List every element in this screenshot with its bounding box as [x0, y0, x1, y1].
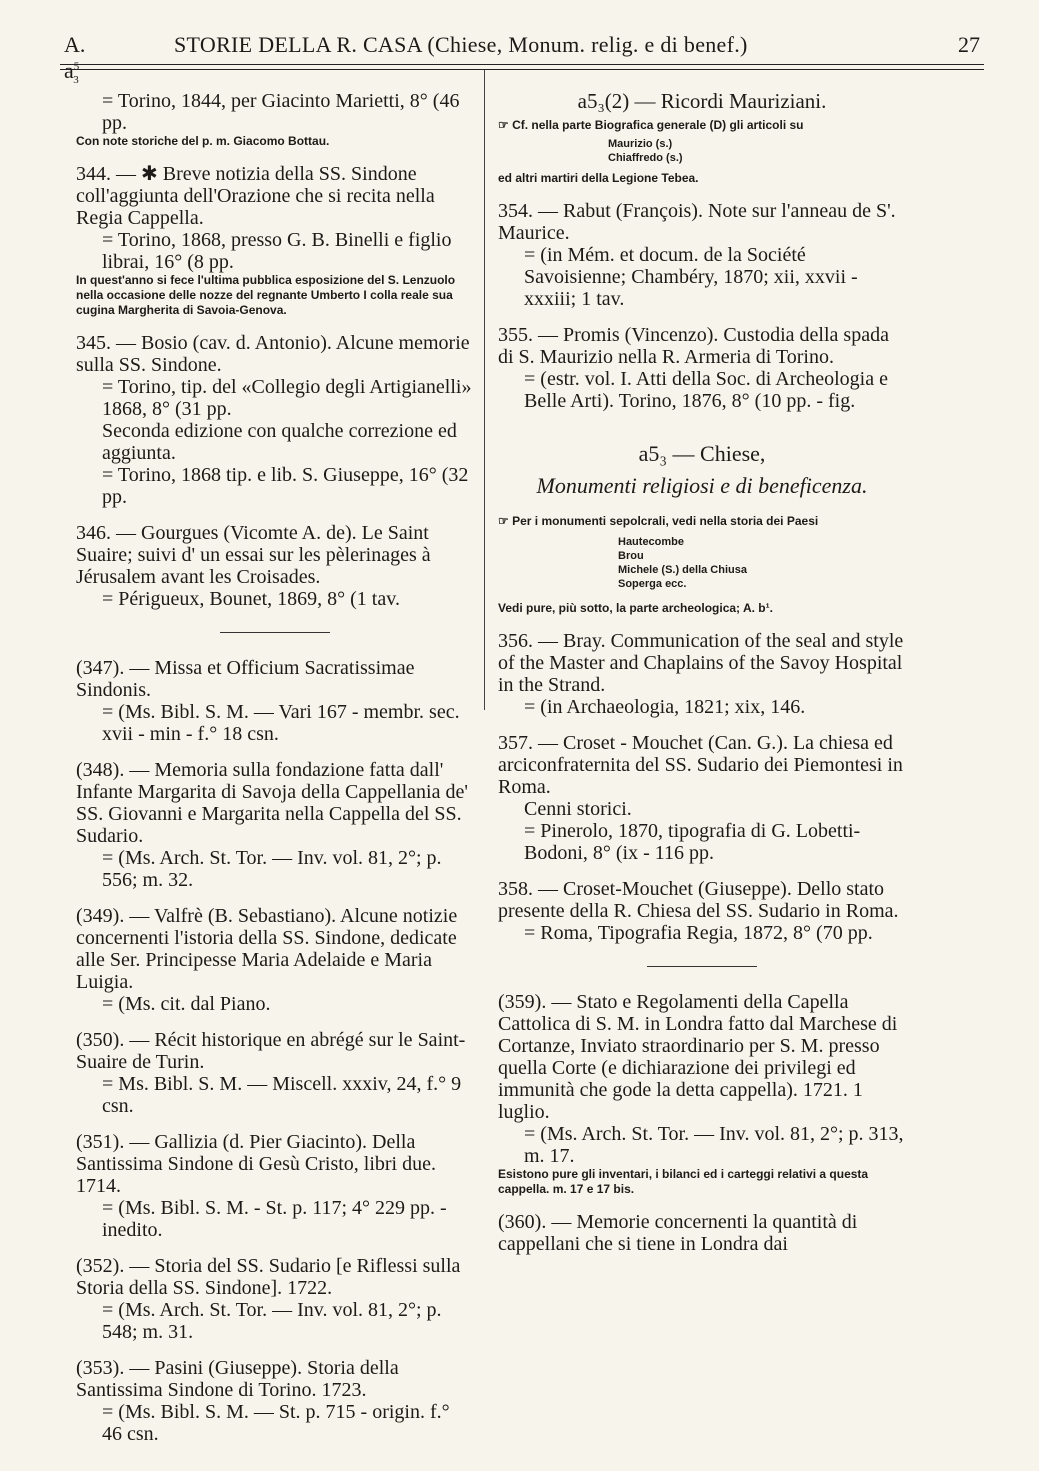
entry-349: (349). — Valfrè (B. Sebastiano). Alcune notizie concernenti l'istoria della SS. Sindone, dedicate alle Ser. Principesse Maria Adelaide e Maria Luigia. = (Ms. cit. dal Piano. [76, 905, 458, 1015]
separator [220, 632, 330, 633]
section-chiese-items: Hautecombe Brou Michele (S.) della Chiusa Soperga ecc. [618, 536, 747, 590]
page-number: 27 [958, 32, 980, 57]
right-column: a5₃(2) — Ricordi Mauriziani. ☞ Cf. nella parte Biografica generale (D) gli articoli su Maurizio (s.) Chiaffredo (s.) ed altri martiri della Legione Tebea. 354. — Rabut (François). Note sur l'anneau de S'. Maurice. = (in Mém. et docum. de la Société Savoisienne; Chambéry, 1870; xii, xxvii - xxxiii; 1 tav. 355. — Promis (Vincenzo). Custodia della spada di S. Maurizio nella R. Armeria di Torino. = (estr. vol. I. Atti della Soc. di Archeologia e Belle Arti). Torino, 1876, 8° (10 pp. - fig. a5₃ — Chiese, Monumenti religiosi e di beneficenza. ☞ Per i monumenti sepolcrali, vedi nella storia dei Paesi Hautecombe Brou Michele (S.) della Chiusa Soperga ecc. Vedi pure, più sotto, la parte archeologica; A. b¹. 356. — Bray. Communication of the seal and style of the Master and Chaplains of the Savoy Hospital in the Strand. = (in Archaeologia, 1821; xix, 146. 357. — Croset - Mouchet (Can. G.). La chiesa ed arciconfraternita del SS. Sudario dei Piemontesi in Roma. Cenni storici. = Pinerolo, 1870, tipografia di G. Lobetti-Bodoni, 8° (ix - 116 pp. 358. — Croset-Mouchet (Giuseppe). Dello stato presente della R. Chiesa del SS. Sudario in Roma. = Roma, Tipografia Regia, 1872, 8° (70 pp. (359). — Stato e Regolamenti della Capella Cattolica di S. M. in Londra fatto dal Marchese di Cortanze, Inviato straordinario per S. M. presso quella Corte (e dichiarazione dei privilegi ed immunità che gode la detta cappella). 1721. 1 luglio. = (Ms. Arch. St. Tor. — Inv. vol. 81, 2°; p. 313, m. 17. Esistono pure gli inventari, i bilanci ed i carteggi relativi a questa cappella. m. 17 e 17 bis. (360). — Memorie concernenti la quantità di cappellani che si tiene in Londra dai [498, 90, 906, 1269]
entry-345: 345. — Bosio (cav. d. Antonio). Alcune memorie sulla SS. Sindone. = Torino, tip. del «Collegio degli Artigianelli» 1868, 8° (31 pp. Seconda edizione con qualche correzione ed aggiunta. = Torino, 1868 tip. e lib. S. Giuseppe, 16° (32 pp. [76, 332, 472, 508]
entry-351: (351). — Gallizia (d. Pier Giacinto). Della Santissima Sindone di Gesù Cristo, libri due. 1714. = (Ms. Bibl. S. M. - St. p. 117; 4° 229 pp. - inedito. [76, 1131, 447, 1241]
entry-348: (348). — Memoria sulla fondazione fatta dall' Infante Margarita di Savoja della Cappellania de' SS. Giovanni e Margarita nella Cappella del SS. Sudario. = (Ms. Arch. St. Tor. — Inv. vol. 81, 2°; p. 556; m. 32. [76, 759, 468, 891]
header-title: STORIE DELLA R. CASA (Chiese, Monum. relig. e di benef.) [174, 32, 748, 57]
entry-354: 354. — Rabut (François). Note sur l'anneau de S'. Maurice. = (in Mém. et docum. de la Société Savoisienne; Chambéry, 1870; xii, xxvii - xxxiii; 1 tav. [498, 200, 896, 310]
entry-353: (353). — Pasini (Giuseppe). Storia della Santissima Sindone di Torino. 1723. = (Ms. Bibl. S. M. — St. p. 715 - origin. f.° 46 csn. [76, 1357, 450, 1445]
entry-344: 344. — ✱ Breve notizia della SS. Sindone coll'aggiunta dell'Orazione che si recita nella Regia Cappella. = Torino, 1868, presso G. B. Binelli e figlio librai, 16° (8 pp. In quest'anno si fece l'ultima pubblica esposizione del S. Lenzuolo nella occasione delle nozze del regnante Umberto I colla reale sua cugina Margherita di Savoia-Genova. [76, 163, 456, 317]
separator [647, 966, 757, 967]
section-chiese-note: ☞ Per i monumenti sepolcrali, vedi nella storia dei Paesi [498, 514, 819, 528]
section-ricordi-note: ☞ Cf. nella parte Biografica generale (D) gli articoli su [498, 118, 804, 132]
left-column [76, 90, 474, 1459]
header-section: A. $a^5_3$ [64, 32, 86, 87]
entry-360: (360). — Memorie concernenti la quantità di cappellani che si tiene in Londra dai [498, 1211, 858, 1255]
column-divider [484, 70, 485, 710]
entry-355: 355. — Promis (Vincenzo). Custodia della spada di S. Maurizio nella R. Armeria di Torino. = (estr. vol. I. Atti della Soc. di Archeologia e Belle Arti). Torino, 1876, 8° (10 pp. - fig. [498, 324, 889, 412]
header-rule [60, 64, 984, 65]
section-ricordi-items: Maurizio (s.) Chiaffredo (s.) [608, 138, 683, 164]
entry-343: = Torino, 1844, per Giacinto Marietti, 8° (46 pp. Con note storiche del p. m. Giacomo Bottau. [76, 90, 460, 148]
entry-347: (347). — Missa et Officium Sacratissimae Sindonis. = (Ms. Bibl. S. M. — Vari 167 - membr. sec. xvii - min - f.° 18 csn. [76, 657, 460, 745]
entry-350: (350). — Récit historique en abrégé sur le Saint-Suaire de Turin. = Ms. Bibl. S. M. — Miscell. xxxiv, 24, f.° 9 csn. [76, 1029, 466, 1117]
section-chiese-subtitle: Monumenti religiosi e di beneficenza. [536, 473, 868, 498]
entry-352: (352). — Storia del SS. Sudario [e Riflessi sulla Storia della SS. Sindone]. 1722. = (Ms. Arch. St. Tor. — Inv. vol. 81, 2°; p. 548; m. 31. [76, 1255, 461, 1343]
page-header [64, 28, 980, 87]
section-ricordi-title: a5₃(2) — Ricordi Mauriziani. [577, 89, 827, 113]
entry-356: 356. — Bray. Communication of the seal and style of the Master and Chaplains of the Savoy Hospital in the Strand. = (in Archaeologia, 1821; xix, 146. [498, 630, 904, 718]
entry-359: (359). — Stato e Regolamenti della Capella Cattolica di S. M. in Londra fatto dal Marchese di Cortanze, Inviato straordinario per S. M. presso quella Corte (e dichiarazione dei privilegi ed immunità che gode la detta cappella). 1721. 1 luglio. = (Ms. Arch. St. Tor. — Inv. vol. 81, 2°; p. 313, m. 17. Esistono pure gli inventari, i bilanci ed i carteggi relativi a questa cappella. m. 17 e 17 bis. [498, 991, 904, 1196]
entry-358: 358. — Croset-Mouchet (Giuseppe). Dello stato presente della R. Chiesa del SS. Sudario in Roma. = Roma, Tipografia Regia, 1872, 8° (70 pp. [498, 878, 899, 944]
entry-346: 346. — Gourgues (Vicomte A. de). Le Saint Suaire; suivi d' un essai sur les pèlerinages à Jérusalem avant les Croisades. = Périgueux, Bounet, 1869, 8° (1 tav. [76, 522, 431, 610]
entry-357: 357. — Croset - Mouchet (Can. G.). La chiesa ed arciconfraternita del SS. Sudario dei Piemontesi in Roma. Cenni storici. = Pinerolo, 1870, tipografia di G. Lobetti-Bodoni, 8° (ix - 116 pp. [498, 732, 903, 864]
header-rule-thin [60, 69, 984, 70]
section-chiese-title: a5₃ — Chiese, [638, 441, 766, 466]
